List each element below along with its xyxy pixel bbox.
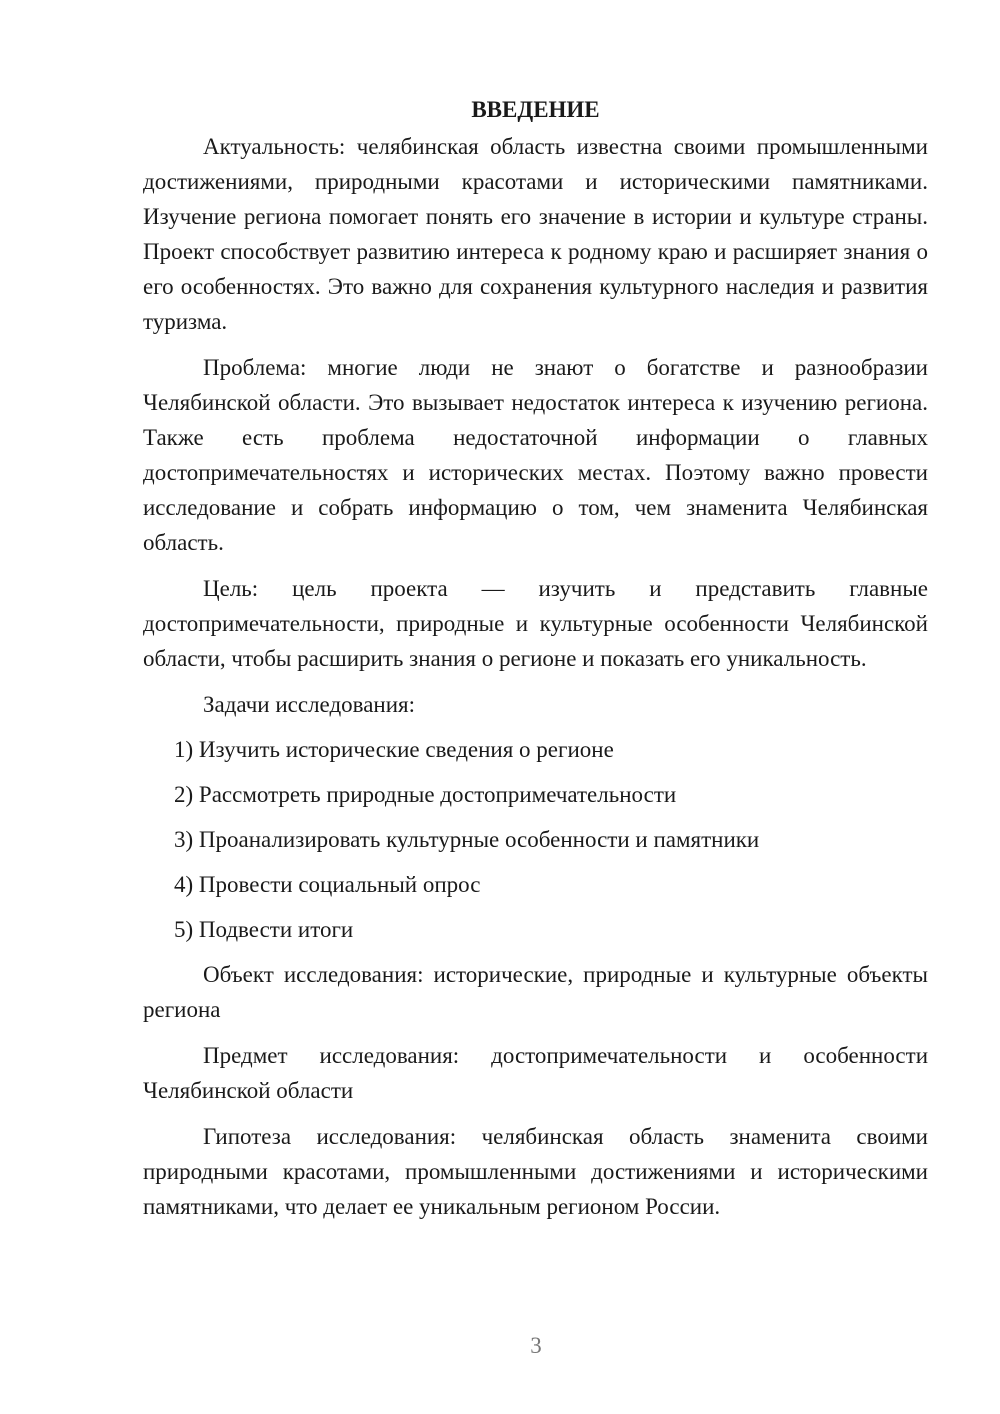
list-item: 1) Изучить исторические сведения о регионе bbox=[174, 737, 614, 762]
list-item: 4) Провести социальный опрос bbox=[174, 872, 481, 897]
list-item: 3) Проанализировать культурные особенности и памятники bbox=[174, 827, 760, 852]
list-item: 2) Рассмотреть природные достопримечательности bbox=[174, 782, 677, 807]
section-title: ВВЕДЕНИЕ bbox=[471, 97, 600, 122]
paragraph-subject: Предмет исследования: достопримечательности и особенности Челябинской области bbox=[143, 1043, 928, 1103]
paragraph-problem: Проблема: многие люди не знают о богатстве и разнообразии Челябинской области. Это вызывает недостаток интереса к изучению региона. Также есть проблема недостаточной информации о главных достопримечательностях и исторических местах. Поэтому важно провести исследование и собрать информацию о том, чем знаменита Челябинская область. bbox=[143, 355, 928, 555]
paragraph-relevance: Актуальность: челябинская область известна своими промышленными достижениями, природными красотами и историческими памятниками. Изучение региона помогает понять его значение в истории и культуре страны. Проект способствует развитию интереса к родному краю и расширяет знания о его особенностях. Это важно для сохранения культурного наследия и развития туризма. bbox=[143, 134, 928, 334]
paragraph-object: Объект исследования: исторические, природные и культурные объекты региона bbox=[143, 962, 928, 1022]
page-number: 3 bbox=[530, 1333, 542, 1358]
paragraph-hypothesis: Гипотеза исследования: челябинская область знаменита своими природными красотами, промышленными достижениями и историческими памятниками, что делает ее уникальным регионом России. bbox=[143, 1124, 928, 1219]
list-item: 5) Подвести итоги bbox=[174, 917, 354, 942]
page-content bbox=[143, 92, 928, 1235]
tasks-list bbox=[143, 732, 928, 947]
tasks-heading: Задачи исследования: bbox=[203, 692, 416, 717]
paragraph-goal: Цель: цель проекта — изучить и представить главные достопримечательности, природные и культурные особенности Челябинской области, чтобы расширить знания о регионе и показать его уникальность. bbox=[143, 576, 928, 671]
